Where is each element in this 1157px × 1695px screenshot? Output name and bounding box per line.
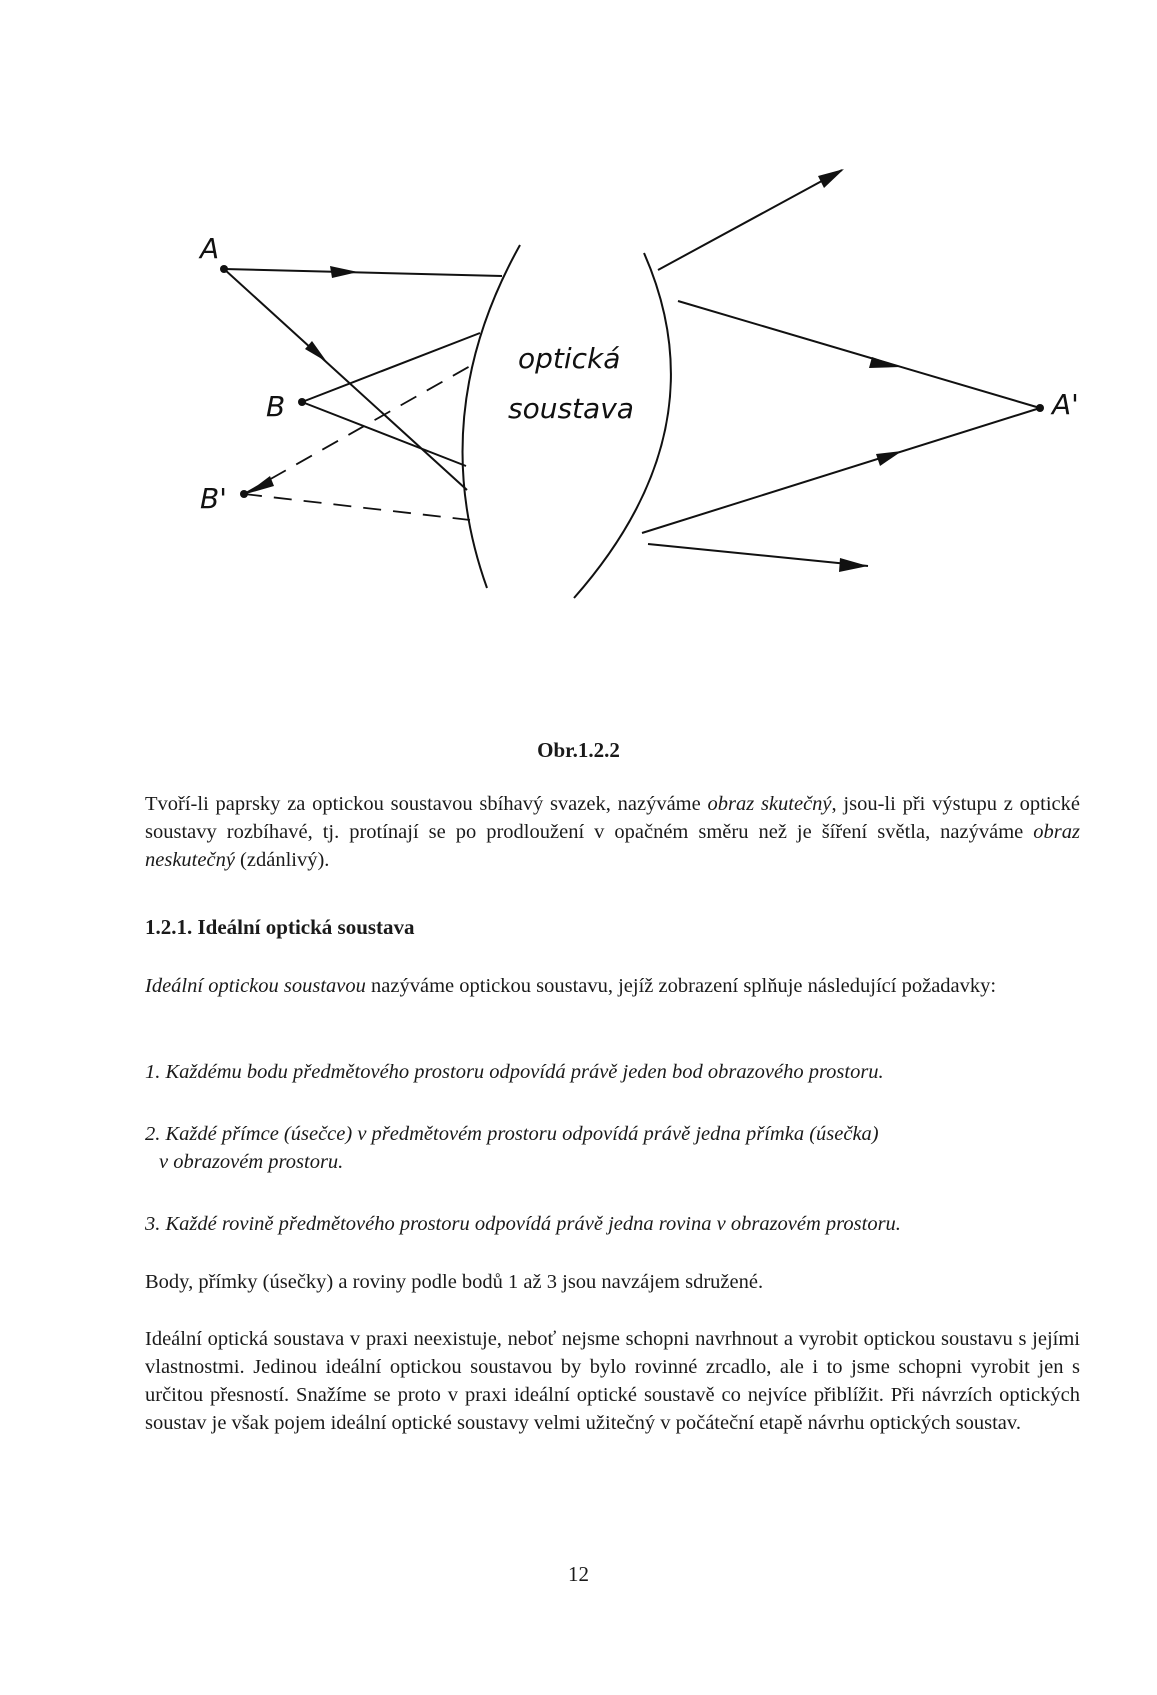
requirement-2 xyxy=(145,1120,1080,1176)
exit-ray-top xyxy=(658,170,842,270)
point-b-prime-dot xyxy=(240,490,248,498)
arrowhead xyxy=(246,476,274,494)
point-b-dot xyxy=(298,398,306,406)
ray-b-down xyxy=(302,402,466,466)
requirement-3: 3. Každé rovině předmětového prostoru odpovídá právě jedna rovina v obrazovém prostoru. xyxy=(145,1213,901,1235)
term-real-image: obraz skutečný xyxy=(707,793,832,815)
arrowhead xyxy=(305,341,327,362)
virtual-ray-upper xyxy=(244,365,472,494)
requirement-1: 1. Každému bodu předmětového prostoru odpovídá právě jeden bod obrazového prostoru. xyxy=(145,1061,884,1083)
virtual-ray-lower xyxy=(244,494,470,520)
requirement-2-line2: v obrazovém prostoru. xyxy=(159,1151,344,1173)
label-system-line1: optická xyxy=(518,342,621,375)
paragraph-image-types xyxy=(145,790,1080,874)
ray-a-diagonal xyxy=(224,269,467,490)
ray-b-up xyxy=(302,333,480,402)
paragraph-conjugate: Body, přímky (úsečky) a roviny podle bodů 1 až 3 jsou navzájem sdružené. xyxy=(145,1271,764,1293)
paragraph-definition xyxy=(145,972,1080,1000)
right-surface-curve xyxy=(574,253,671,598)
label-b: B xyxy=(266,390,286,423)
optical-system-diagram xyxy=(0,0,1157,700)
figure-caption: Obr.1.2.2 xyxy=(537,738,620,762)
term-ideal-system: Ideální optickou soustavou xyxy=(145,975,366,997)
exit-ray-bottom xyxy=(648,544,868,566)
arrowhead xyxy=(876,451,902,466)
text-run: (zdánlivý). xyxy=(234,849,330,871)
text-run: nazýváme optickou soustavu, jejíž zobrazení splňuje následující požadavky: xyxy=(365,975,997,997)
text-run: Tvoří-li paprsky za optickou soustavou sbíhavý svazek, nazýváme xyxy=(145,793,708,815)
exit-ray-to-a-prime-upper xyxy=(678,301,1040,408)
point-a-dot xyxy=(220,265,228,273)
requirement-2-line1: 2. Každé přímce (úsečce) v předmětovém prostoru odpovídá právě jedna přímka (úsečka) xyxy=(145,1123,879,1145)
arrowhead xyxy=(330,266,358,278)
label-b-prime: B' xyxy=(200,482,227,515)
ray-a-horizontal xyxy=(224,269,502,276)
paragraph-practice: Ideální optická soustava v praxi neexistuje, neboť nejsme schopni navrhnout a vyrobit optickou soustavu s jejími vlastnostmi. Jedinou ideální optickou soustavou by bylo rovinné zrcadlo, ale i to jsme schopni vyrobit jen s určitou přesností. Snažíme se proto v praxi ideální optické soustavě co nejvíce přiblížit. Při návrzích optických soustav je však pojem ideální optické soustavy velmi užitečný v počáteční etapě návrhu optických soustav. xyxy=(145,1328,1080,1434)
label-a: A xyxy=(200,232,220,265)
label-a-prime: A' xyxy=(1052,388,1079,421)
section-heading: 1.2.1. Ideální optická soustava xyxy=(145,915,415,939)
page-number: 12 xyxy=(568,1562,589,1586)
text-run: , jsou-li při výstupu z optické soustavy rozbíhavé, tj. protínají se po prodloužení v opačném směru než je šíření světla, nazýváme xyxy=(145,793,1080,843)
arrowhead xyxy=(839,558,868,572)
arrowhead xyxy=(869,357,900,368)
arrowhead xyxy=(818,169,844,188)
label-system-line2: soustava xyxy=(508,392,634,425)
exit-ray-to-a-prime-lower xyxy=(642,408,1040,533)
term-virtual-image: obraz neskutečný xyxy=(145,821,1080,871)
point-a-prime-dot xyxy=(1036,404,1044,412)
